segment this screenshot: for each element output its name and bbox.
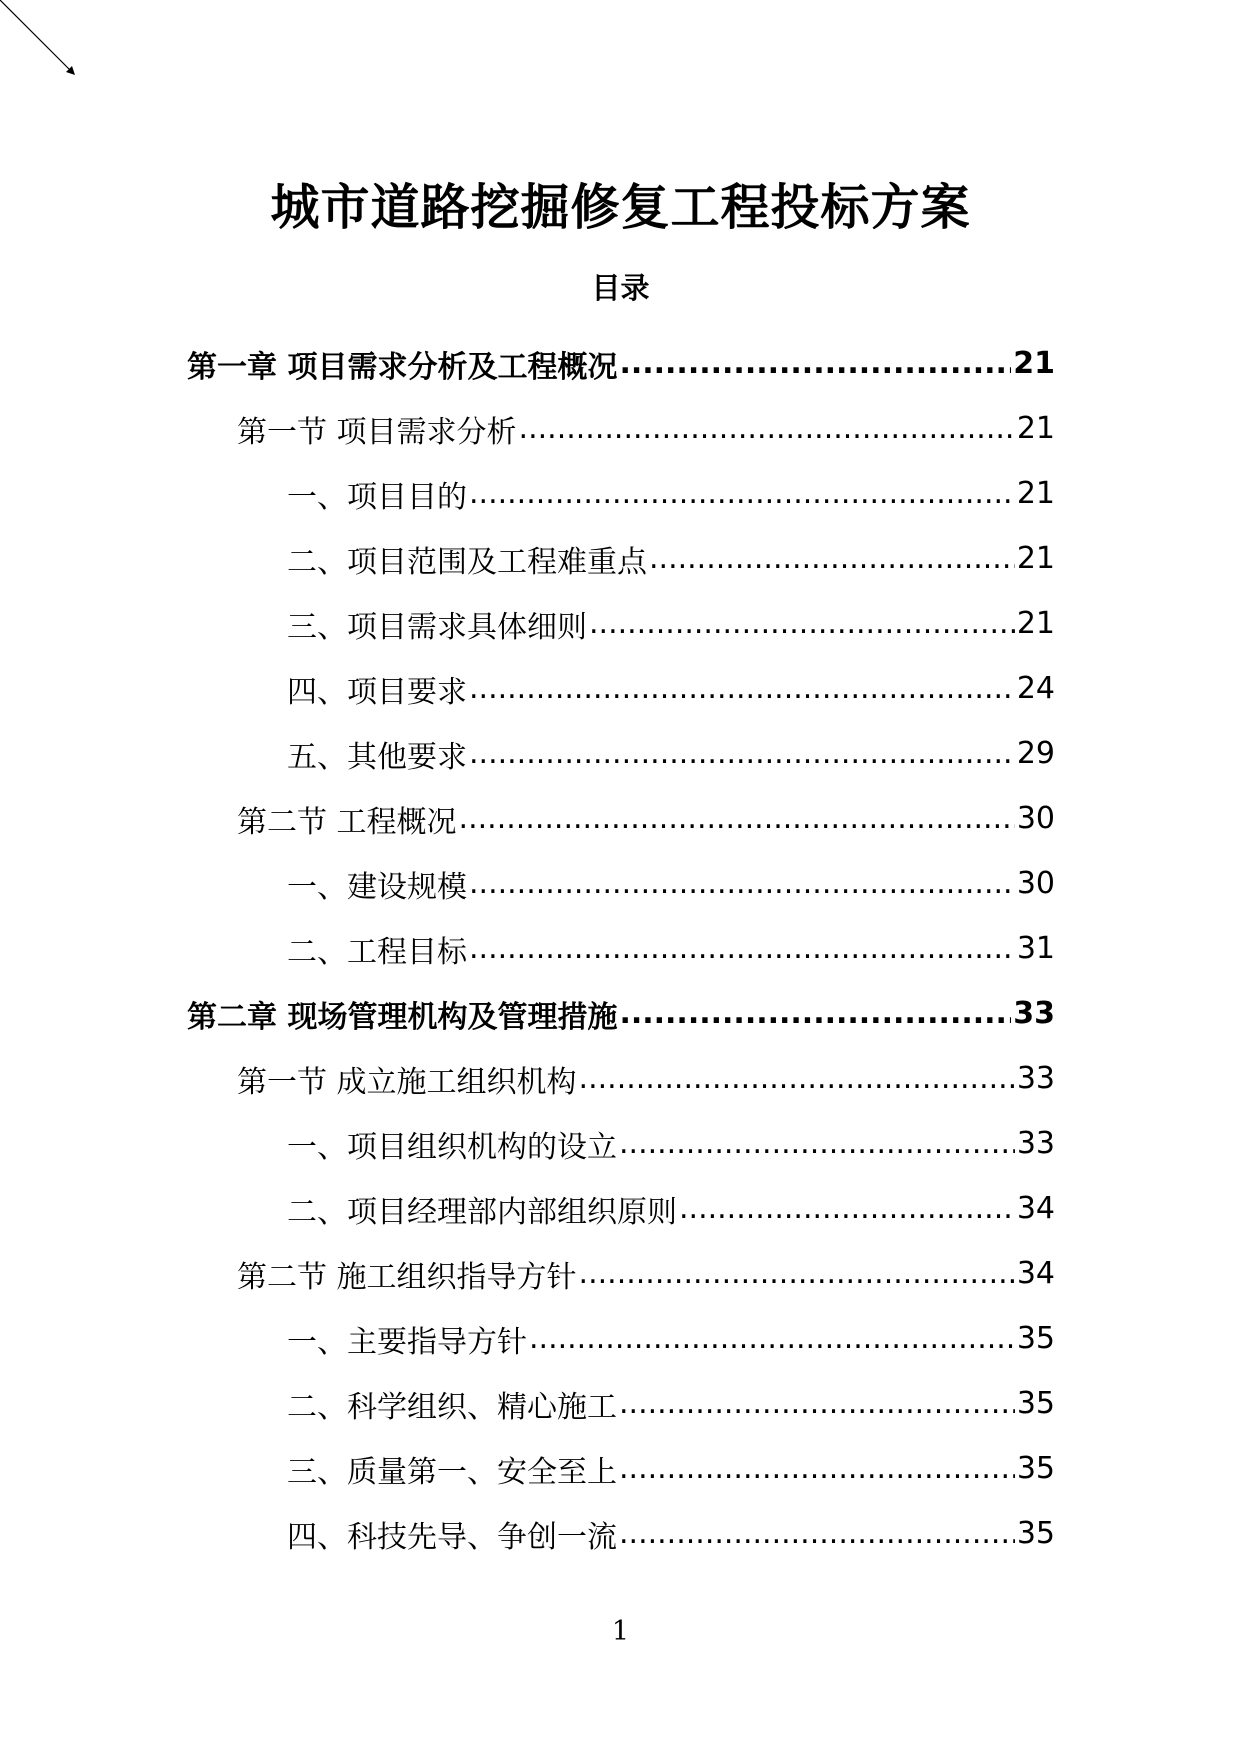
toc-page-number: 31 xyxy=(1016,931,1055,966)
toc-entry-label: 五、其他要求 xyxy=(287,739,467,775)
toc-subsection-entry[interactable] xyxy=(187,1306,1055,1371)
toc-chapter-entry[interactable] xyxy=(187,331,1055,396)
toc-dot-leader xyxy=(619,1126,1015,1161)
toc-entry-label: 四、科技先导、争创一流 xyxy=(287,1519,617,1555)
toc-entry-label: 一、项目组织机构的设立 xyxy=(287,1129,617,1165)
corner-arrow-mark xyxy=(0,0,90,90)
toc-dot-leader xyxy=(619,1516,1015,1551)
toc-page-number: 35 xyxy=(1016,1321,1055,1356)
toc-dot-leader xyxy=(619,1451,1015,1486)
toc-page-number: 21 xyxy=(1016,541,1055,576)
toc-entry-label: 二、科学组织、精心施工 xyxy=(287,1389,617,1425)
toc-page-number: 33 xyxy=(1016,1126,1055,1161)
toc-page-number: 35 xyxy=(1016,1451,1055,1486)
toc-entry-label: 第一章 项目需求分析及工程概况 xyxy=(187,349,618,385)
toc-dot-leader xyxy=(469,671,1015,706)
toc-page-number: 21 xyxy=(1016,411,1055,446)
toc-dot-leader xyxy=(619,1386,1015,1421)
toc-dot-leader xyxy=(589,606,1015,641)
toc-entry-label: 三、质量第一、安全至上 xyxy=(287,1454,617,1490)
toc-page-number: 24 xyxy=(1016,671,1055,706)
toc-dot-leader xyxy=(469,476,1015,511)
toc-dot-leader xyxy=(529,1321,1015,1356)
toc-subsection-entry[interactable] xyxy=(187,721,1055,786)
page-number: 1 xyxy=(611,1616,630,1647)
toc-page-number: 21 xyxy=(1016,606,1055,641)
toc-page-number: 35 xyxy=(1016,1386,1055,1421)
toc-section-entry[interactable] xyxy=(187,396,1055,461)
toc-dot-leader xyxy=(619,996,1011,1031)
toc-entry-label: 第一节 项目需求分析 xyxy=(237,414,517,450)
toc-dot-leader xyxy=(469,866,1015,901)
toc-dot-leader xyxy=(579,1256,1015,1291)
toc-subsection-entry[interactable] xyxy=(187,656,1055,721)
toc-subsection-entry[interactable] xyxy=(187,1111,1055,1176)
toc-entry-label: 二、项目范围及工程难重点 xyxy=(287,544,647,580)
toc-subsection-entry[interactable] xyxy=(187,591,1055,656)
toc-dot-leader xyxy=(469,931,1015,966)
toc-section-entry[interactable] xyxy=(187,1046,1055,1111)
toc-dot-leader xyxy=(679,1191,1015,1226)
toc-subsection-entry[interactable] xyxy=(187,1371,1055,1436)
toc-subsection-entry[interactable] xyxy=(187,1176,1055,1241)
toc-entry-label: 第一节 成立施工组织机构 xyxy=(237,1064,577,1100)
toc-dot-leader xyxy=(619,346,1011,381)
toc-section-entry[interactable] xyxy=(187,1241,1055,1306)
toc-dot-leader xyxy=(459,801,1015,836)
toc-page-number: 33 xyxy=(1013,996,1055,1031)
document-title: 城市道路挖掘修复工程投标方案 xyxy=(270,179,971,236)
toc-page-number: 30 xyxy=(1016,801,1055,836)
toc-subsection-entry[interactable] xyxy=(187,916,1055,981)
toc-entry-label: 一、项目目的 xyxy=(287,479,467,515)
toc-page-number: 30 xyxy=(1016,866,1055,901)
toc-chapter-entry[interactable] xyxy=(187,981,1055,1046)
toc-subsection-entry[interactable] xyxy=(187,1436,1055,1501)
toc-entry-label: 三、项目需求具体细则 xyxy=(287,609,587,645)
toc-page-number: 35 xyxy=(1016,1516,1055,1551)
toc-page-number: 34 xyxy=(1016,1256,1055,1291)
toc-subsection-entry[interactable] xyxy=(187,526,1055,591)
toc-entry-label: 二、项目经理部内部组织原则 xyxy=(287,1194,677,1230)
toc-page-number: 29 xyxy=(1016,736,1055,771)
toc-entry-label: 一、主要指导方针 xyxy=(287,1324,527,1360)
toc-entry-label: 第二章 现场管理机构及管理措施 xyxy=(187,999,618,1035)
toc-page-number: 33 xyxy=(1016,1061,1055,1096)
toc-heading: 目录 xyxy=(591,271,650,305)
toc-subsection-entry[interactable] xyxy=(187,851,1055,916)
toc-dot-leader xyxy=(579,1061,1015,1096)
toc-dot-leader xyxy=(469,736,1015,771)
toc-entry-label: 四、项目要求 xyxy=(287,674,467,710)
toc-entry-label: 第二节 工程概况 xyxy=(237,804,457,840)
toc-page-number: 21 xyxy=(1016,476,1055,511)
toc-dot-leader xyxy=(519,411,1015,446)
toc-page-number: 34 xyxy=(1016,1191,1055,1226)
toc-entry-label: 一、建设规模 xyxy=(287,869,467,905)
toc-dot-leader xyxy=(649,541,1015,576)
toc-page-number: 21 xyxy=(1013,346,1055,381)
toc-subsection-entry[interactable] xyxy=(187,1501,1055,1566)
table-of-contents xyxy=(187,331,1055,1566)
toc-subsection-entry[interactable] xyxy=(187,461,1055,526)
toc-entry-label: 二、工程目标 xyxy=(287,934,467,970)
toc-section-entry[interactable] xyxy=(187,786,1055,851)
toc-entry-label: 第二节 施工组织指导方针 xyxy=(237,1259,577,1295)
